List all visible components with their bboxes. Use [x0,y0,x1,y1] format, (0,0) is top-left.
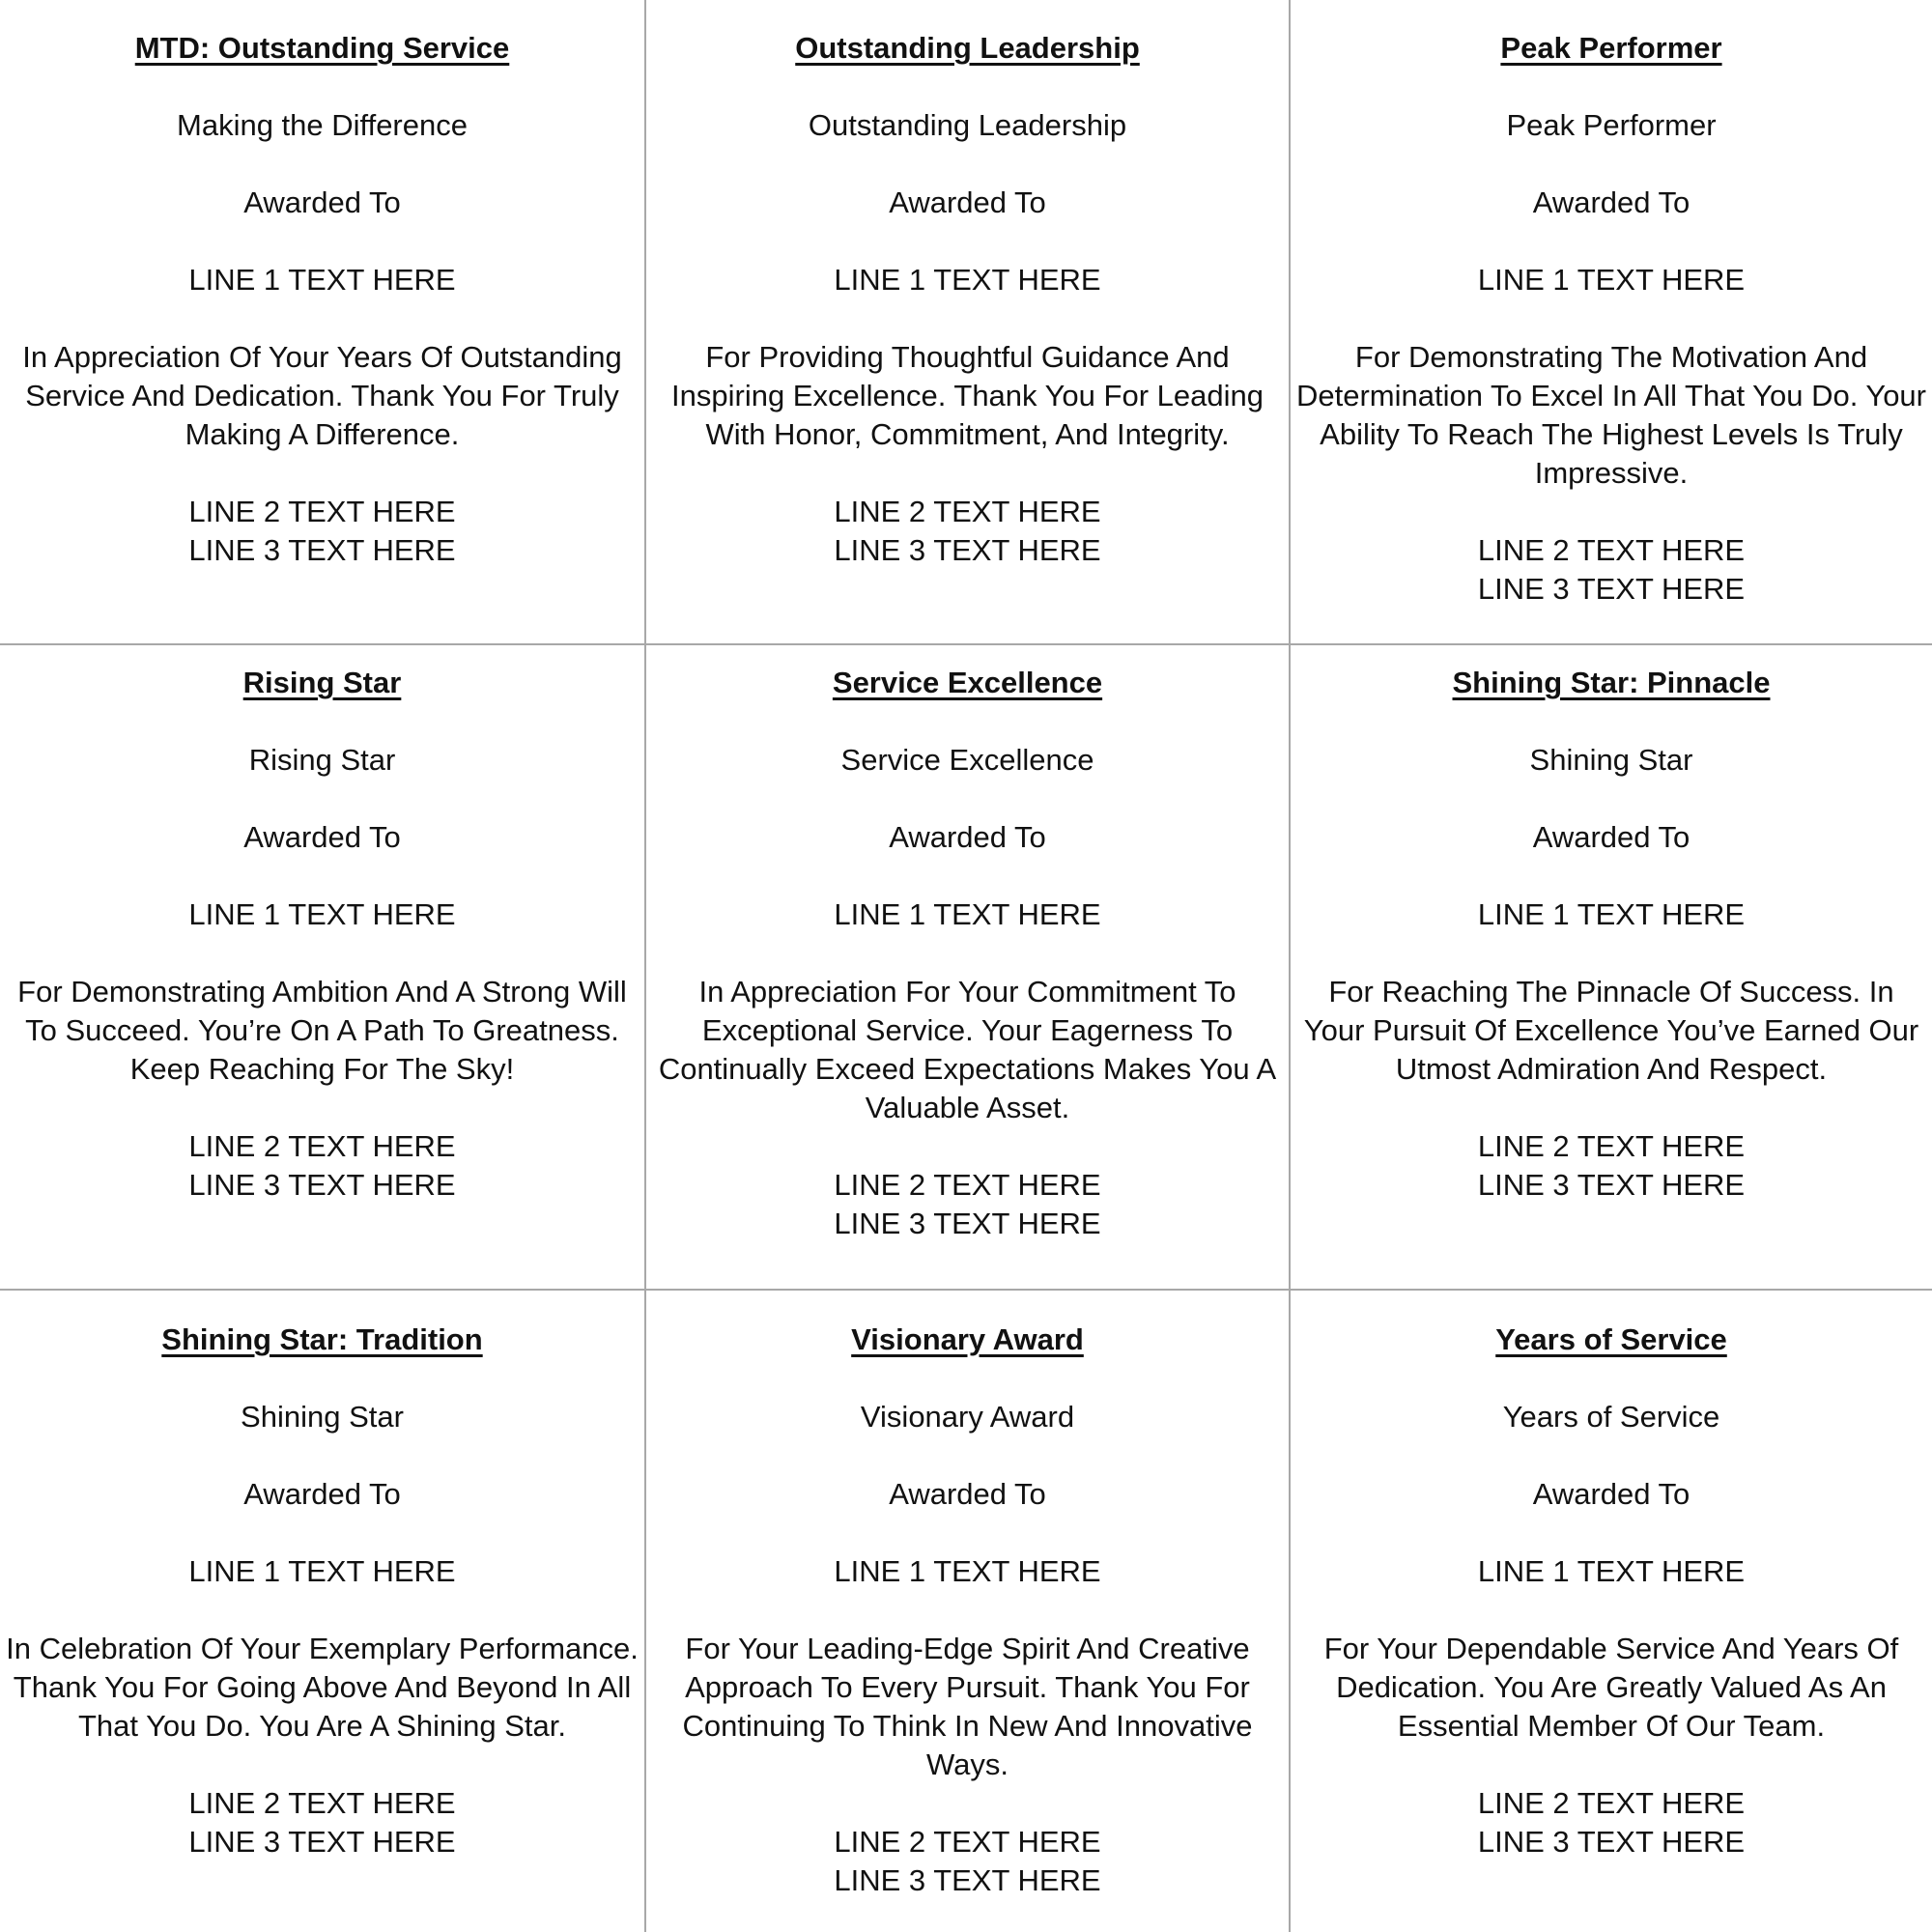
card-title: Shining Star: Pinnacle [1452,666,1771,699]
card-subtitle: Visionary Award [860,1400,1075,1434]
line-2-text: LINE 2 TEXT HERE [834,495,1101,528]
card-subtitle: Shining Star [1529,743,1693,777]
line-1-text: LINE 1 TEXT HERE [188,263,456,297]
card-title: MTD: Outstanding Service [134,31,510,65]
awarded-to-label: Awarded To [889,1477,1046,1511]
card-body: For Your Dependable Service And Years Of Dedication. You Are Greatly Valued As An Essential Member Of Our Team. [1323,1632,1899,1743]
line-1-text: LINE 1 TEXT HERE [834,897,1101,931]
card-title: Rising Star [242,666,402,699]
award-card-peak-performer [1291,29,1932,609]
line-1-text: LINE 1 TEXT HERE [834,263,1101,297]
award-card-service-excellence [646,664,1289,1243]
line-1-text: LINE 1 TEXT HERE [1477,897,1746,931]
card-title: Visionary Award [851,1322,1084,1356]
line-2-text: LINE 2 TEXT HERE [834,1825,1101,1859]
line-2-text: LINE 2 TEXT HERE [188,495,456,528]
card-body: In Appreciation For Your Commitment To Exceptional Service. Your Eagerness To Continually Exceed Expectations Makes You A Valuable Asset. [658,975,1277,1124]
card-subtitle: Service Excellence [840,743,1094,777]
awarded-to-label: Awarded To [243,820,401,854]
awarded-to-label: Awarded To [243,1477,401,1511]
line-1-text: LINE 1 TEXT HERE [188,1554,456,1588]
awarded-to-label: Awarded To [1532,1477,1690,1511]
line-3-text: LINE 3 TEXT HERE [834,533,1101,567]
line-3-text: LINE 3 TEXT HERE [1477,572,1746,606]
card-body: For Reaching The Pinnacle Of Success. In Your Pursuit Of Excellence You’ve Earned Our Utmost Admiration And Respect. [1303,975,1919,1086]
card-title: Shining Star: Tradition [161,1322,483,1356]
line-3-text: LINE 3 TEXT HERE [834,1863,1101,1897]
card-subtitle: Making the Difference [177,108,468,142]
card-title: Service Excellence [832,666,1103,699]
card-title: Peak Performer [1500,31,1722,65]
card-body: For Demonstrating The Motivation And Determination To Excel In All That You Do. Your Ability To Reach The Highest Levels Is Truly Impressive. [1296,340,1926,490]
card-body: For Demonstrating Ambition And A Strong Will To Succeed. You’re On A Path To Greatness. Keep Reaching For The Sky! [17,975,627,1086]
card-subtitle: Outstanding Leadership [808,108,1127,142]
awarded-to-label: Awarded To [243,185,401,219]
line-1-text: LINE 1 TEXT HERE [1477,263,1746,297]
card-title: Years of Service [1495,1322,1727,1356]
line-3-text: LINE 3 TEXT HERE [1477,1168,1746,1202]
award-card-rising-star [0,664,644,1205]
line-1-text: LINE 1 TEXT HERE [188,897,456,931]
card-body: In Celebration Of Your Exemplary Performance. Thank You For Going Above And Beyond In All That You Do. You Are A Shining Star. [6,1632,639,1743]
line-2-text: LINE 2 TEXT HERE [1477,1129,1746,1163]
award-card-years-of-service [1291,1321,1932,1861]
card-subtitle: Shining Star [241,1400,404,1434]
row-divider [0,643,1932,645]
award-card-shining-star-pinnacle [1291,664,1932,1205]
line-1-text: LINE 1 TEXT HERE [834,1554,1101,1588]
card-subtitle: Years of Service [1502,1400,1720,1434]
awarded-to-label: Awarded To [1532,185,1690,219]
line-1-text: LINE 1 TEXT HERE [1477,1554,1746,1588]
line-2-text: LINE 2 TEXT HERE [188,1786,456,1820]
card-subtitle: Rising Star [248,743,396,777]
award-card-visionary-award [646,1321,1289,1900]
line-3-text: LINE 3 TEXT HERE [188,1168,456,1202]
award-card-shining-star-tradition [0,1321,644,1861]
line-3-text: LINE 3 TEXT HERE [188,1825,456,1859]
card-body: For Providing Thoughtful Guidance And Inspiring Excellence. Thank You For Leading With Honor, Commitment, And Integrity. [671,340,1264,451]
award-card-outstanding-leadership [646,29,1289,570]
line-3-text: LINE 3 TEXT HERE [1477,1825,1746,1859]
line-3-text: LINE 3 TEXT HERE [188,533,456,567]
awarded-to-label: Awarded To [889,185,1046,219]
card-subtitle: Peak Performer [1506,108,1717,142]
line-3-text: LINE 3 TEXT HERE [834,1207,1101,1240]
awarded-to-label: Awarded To [1532,820,1690,854]
row-divider [0,1289,1932,1291]
award-card-mtd-outstanding-service [0,29,644,570]
card-body: In Appreciation Of Your Years Of Outstanding Service And Dedication. Thank You For Truly Making A Difference. [22,340,622,451]
line-2-text: LINE 2 TEXT HERE [1477,1786,1746,1820]
awarded-to-label: Awarded To [889,820,1046,854]
line-2-text: LINE 2 TEXT HERE [188,1129,456,1163]
card-title: Outstanding Leadership [795,31,1140,65]
card-body: For Your Leading-Edge Spirit And Creative Approach To Every Pursuit. Thank You For Continuing To Think In New And Innovative Ways. [682,1632,1253,1781]
line-2-text: LINE 2 TEXT HERE [834,1168,1101,1202]
line-2-text: LINE 2 TEXT HERE [1477,533,1746,567]
